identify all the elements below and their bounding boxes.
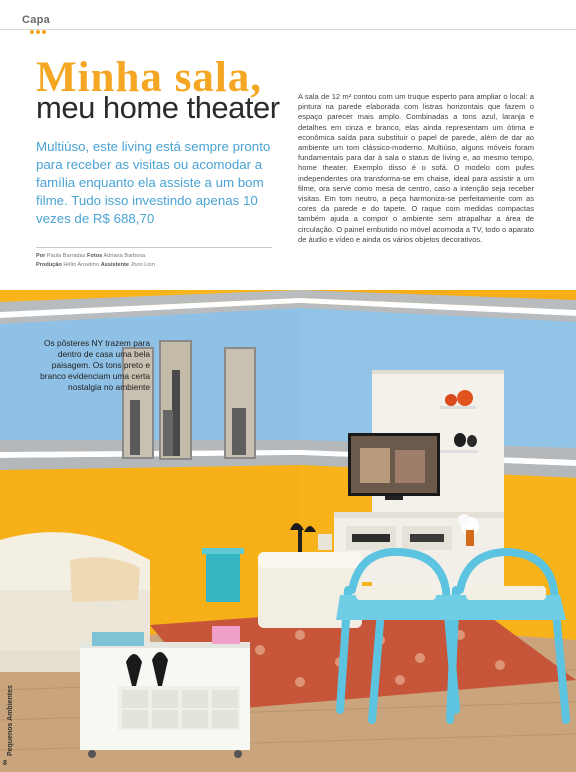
headline-subtitle: meu home theater [36,90,280,125]
credit-producao-value: Hélio Anselmo [63,262,100,268]
body-text: A sala de 12 m² contou com um truque esperto para ampliar o local: a pintura na parede elaborada com listras horizontais que fazem o espaço parecer mais amplo. Combinadas a tons azul, laranja e detalhes em cinza e branco, elas ainda representam um ótima e econômica saída para substituir o papel de parede, além de dar ao ambiente um tom clássico-moderno. Multiúso, alguns móveis foram fundamentais para dar à sala o status de living e, ao mesmo tempo, home theater. Exemplo disso é o sofá. O modelo com pufes independentes ora transforma-se em chaise, ideal para assistir a um filme, ora serve como mesa de centro, caso a intenção seja receber visitas. Em tom neutro, a peça harmoniza-se perfeitamente com as cores da parede e do tapete. O raque com medidas compactas também ajuda a compor o ambiente sem atrapalhar a área de circulação. O painel embutido no móvel acomoda a TV, todo o aparato de áudio e vídeo e ainda os vários objetos decorativos. [298,92,534,244]
credit-assistente-label: Assistente [100,262,129,268]
credit-assistente-value: Jhon Lion [130,262,155,268]
credit-producao-label: Produção [36,262,62,268]
page-number: 8 [3,760,7,767]
headline-title: Minha sala, [36,54,263,101]
deck-text: Multiúso, este living está sempre pronto para receber as visitas ou acomodar a família enquanto ela assiste a um bom filme. Tudo isso investindo apenas 10 vezes de R$ 688,70 [36,139,271,226]
credit-por-label: Por [36,253,46,259]
credit-fotos-label: Fotos [87,253,103,259]
section-dots [30,30,46,36]
credit-fotos-value: Adriana Barbosa [103,253,146,259]
section-rule [0,29,576,30]
magazine-name: Pequenos Ambientes [7,685,14,756]
credits-rule [36,247,272,248]
section-label: Capa [22,14,51,26]
photo-caption: Os pôsteres NY trazem para dentro de casa uma bela paisagem. Os tons preto e branco evidenciam uma certa nostalgia no ambiente [40,338,150,392]
credit-por-value: Paula Barradas [46,253,86,259]
credits [36,252,276,270]
